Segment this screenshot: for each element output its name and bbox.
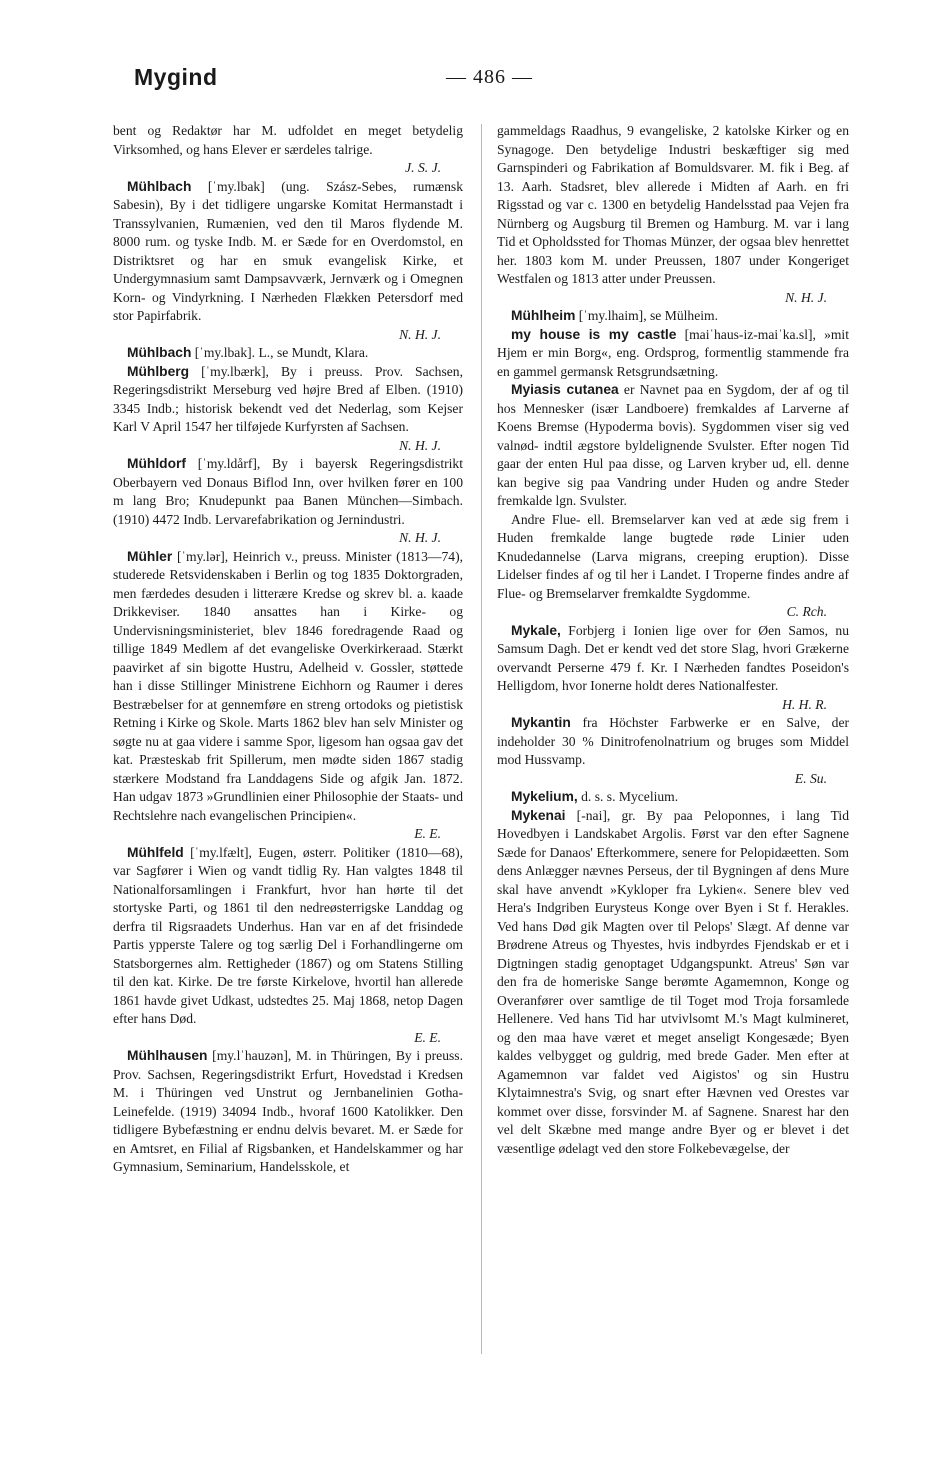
encyclopedia-entry: Mykenai [-nai], gr. By paa Peloponnes, i lang Tid Hovedbyen i Landskabet Argolis. Først var den efter Sagnene Sæde for Danaos' Efterkommere, senere for Pelopidæetten. Som dens Anlægger nævnes Perseus, der til Bygningen af dens Mure skal have anvendt »Kykloper fra Lykien«. Senere blev ved Hera's Indgriben Eurysteus Konge over Byen i St f. Herakles. Ved hans Død gik Magten over til Pelops' Slægt. Af denne var Brødrene Atreus og Thyestes, hvis indbyrdes Fjendskab er et i Digtningen stadig genoptaget Udgangspunkt. Atreus' Søn var den fra de homeriske Sange berømte Agamemnon, Konge og Overanfører over samtlige de til Toget mod Troja forsamlede Hellenere. Ved hans Tid har utvivlsomt M.'s Magt kulmineret, og den maa have været et meget anseligt Kongesæde; Byen kaldes velbygget og guldrig, med brede Gader. Men efter at Agamemnon var faldet ved Aigistos' og sin Hustru Klytaimnestra's Svig, og snart efter Hævnen ved Orestes var kommet over disse, forsvinder M. af Sagnene. Snarest har den vel delt Skæbne med mange andre Byer og er blevet i det væsentlige ødelagt ved den store Folkebevægelse, der [497, 807, 849, 1156]
encyclopedia-entry: Mykelium, d. s. s. Mycelium. [511, 789, 679, 804]
entry-headword: Mühlhausen [127, 1048, 208, 1063]
entry-headword: Mühlbach [127, 178, 192, 194]
author-signature: E. E. [414, 1029, 441, 1045]
entry-headword: my house is my castle [511, 326, 677, 342]
column-divider [481, 124, 482, 1354]
entry-headword: Mühler [127, 548, 173, 564]
entry-headword: Mühldorf [127, 456, 187, 471]
entry-headword: Mykelium, [511, 789, 578, 804]
running-headword: Mygind [134, 64, 218, 90]
left-column [113, 122, 463, 1177]
encyclopedia-entry: Myiasis cutanea er Navnet paa en Sygdom, der af og til hos Mennesker (især Landboere) fremkaldes af Larverne af Koens Bremse (Hypoderma bovis). Sygdommen viser sig ved valnød- indtil ægstore byldelignende Svulster. Efter nogen Tid gaar der enten Hul paa disse, og Larven kryber ud, ell. denne kan begive sig paa Vandring under Huden og andre Steder fremkalde lgn. Svulster. [497, 382, 849, 508]
page-number: — 486 — [446, 66, 533, 88]
encyclopedia-entry: Mühlfeld [ˈmy.lfælt], Eugen, østerr. Politiker (1810—68), var Sagfører i Wien og vandt tidlig Ry. Han valgtes 1848 til Nationalforsamlingen i Frankfurt, hvor han hørte til det stortyske Parti, og 1861 til den nedreøsterrigske Landdag og derfra til Rigsraadets Underhus. Han var en af det frisindede Partis ypperste Talere og tog særlig Del i Forhandlingerne om Statsborgernes alm. Rettigheder (1867) og om Statens Stilling til den kat. Kirke. De tre første Kirkelove, hvortil han allerede 1861 havde givet Udkast, udstedtes 25. Maj 1868, netop Dagen efter hans Død. E. E. [113, 844, 463, 1048]
entry-headword: Mühlheim [511, 308, 576, 323]
entry-headword: Mühlbach [127, 345, 192, 360]
entry-headword: Mykenai [511, 807, 566, 823]
entry-continuation: bent og Redaktør har M. udfoldet en meget betydelig Virksomhed, og hans Elever er særdeles talrige. J. S. J. [113, 122, 463, 178]
entry-headword: Mühlberg [127, 363, 190, 379]
encyclopedia-entry: Mühler [ˈmy.lər], Heinrich v., preuss. Minister (1813—74), studerede Retsvidenskaben i Berlin og tog 1835 Doktorgraden, men færdedes desuden i litterære Kredse og skrev bl. a. kaade Drikkeviser. 1840 ansattes han i Kirke- og Undervisningsministeriet, blev 1846 foredragende Raad og tillige 1849 Medlem af det evangeliske Overkirkeraad. Stærkt paavirket af sin bigotte Hustru, Adelheid v. Gossler, støttede han i disse Stillinger Ministrene Eichhorn og Raumer i deres Bestræbelser for at gennemføre en streng ortodoks og pietistisk Retning i Kirke og Skole. Marts 1862 blev han selv Minister og søgte nu at gaa videre i samme Spor, ligesom han ogsaa gav det kat. Præsteskab frit Spillerum, men mødte siden 1867 stadig stærkere Modstand fra Landdagens Side og afgik Jan. 1872. Han udgav 1873 »Grundlinien einer Philosophie der Staats- und Rechtslehre nach evangelischen Principien«. E. E. [113, 548, 463, 844]
author-signature: E. Su. [794, 770, 827, 786]
author-signature: H. H. R. [782, 696, 827, 712]
author-signature: N. H. J. [785, 289, 827, 305]
entry-headword: Mühlfeld [127, 844, 184, 860]
right-column [497, 122, 849, 1158]
encyclopedia-entry: Mühlheim [ˈmy.lhaim], se Mülheim. [511, 308, 718, 323]
encyclopedia-entry: Mühlbach [ˈmy.lbak]. L., se Mundt, Klara. [127, 345, 369, 360]
author-signature: N. H. J. [399, 530, 441, 545]
encyclopedia-entry: Mühldorf [ˈmy.ldårf], By i bayersk Regeringsdistrikt Oberbayern ved Donaus Biflod Inn, over hvilken fører en 100 m lang Bro; Knudepunkt paa Banen München—Simbach. (1910) 4472 Indb. Lervarefabrikation og Jernindustri. N. H. J. [113, 455, 463, 548]
encyclopedia-entry: Mühlhausen [my.lˈhauzən], M. in Thüringen, By i preuss. Prov. Sachsen, Regeringsdistrikt Erfurt, Hovedstad i Kredsen M. i Thüringen ved Unstrut og Jernbanelinien Gotha-Leinefelde. (1919) 34094 Indb., hvoraf 1600 Katolikker. Den tidligere Bybefæstning er endnu delvis bevaret. M. er Sæde for en Amtsret, en Filial af Rigsbanken, et Handelskammer og har Gymnasium, Seminarium, Handelsskole, et [113, 1048, 463, 1174]
encyclopedia-entry: Mühlberg [ˈmy.lbærk], By i preuss. Prov. Sachsen, Regeringsdistrikt Merseburg ved højre Bred af Elben. (1910) 3345 Indb.; historisk bekendt ved det Nederlag, som Kejser Karl V April 1547 her tilføjede Kurfyrsten af Sachsen. N. H. J. [113, 363, 463, 456]
encyclopedia-entry: Mykantin fra Höchster Farbwerke er en Salve, der indeholder 30 % Dinitrofenolnatrium og bruges som Middel mod Hussvamp. E. Su. [497, 714, 849, 788]
encyclopedia-entry: my house is my castle [maiˈhaus-iz-maiˈka.sl], »mit Hjem er min Borg«, eng. Ordsprog, formentlig stammende fra en gammel germansk Retsgrundsætning. [497, 326, 849, 379]
encyclopedia-entry: Mühlbach [ˈmy.lbak] (ung. Szász-Sebes, rumænsk Sabesin), By i det tidligere ungarske Komitat Hermanstadt i Transsylvanien, Rumænien, ved den til Maros flydende M. 8000 rum. og tyske Indb. M. er Sæde for en Overdomstol, en Distriktsret og har en smuk evangelisk Kirke, et Undergymnasium samt Dampsavværk, Jernværk og i Omegnen Korn- og Vindyrkning. I Nærheden Flækken Petersdorf med stor Papirfabrik. N. H. J. [113, 178, 463, 345]
entry-continuation: gammeldags Raadhus, 9 evangeliske, 2 katolske Kirker og en Synagoge. Den betydelige Industri beskæftiger sig med Garnspinderi og Fabrikation af Bomuldsvarer. M. fik i Beg. af 13. Aarh. Stadsret, blev allerede i Midten af Aarh. en fri Rigsstad og var c. 1300 en betydelig Handelsstad paa Vejen fra Nürnberg og Augsburg til Bremen og Hamburg. M. var i lang Tid et Opholdssted for Thomas Münzer, der ogsaa blev henrettet her. 1803 kom M. under Preussen, 1807 under Kongeriget Westfalen og 1813 atter under Preussen. N. H. J. [497, 122, 849, 307]
entry-headword: Myiasis cutanea [511, 382, 619, 397]
encyclopedia-entry: Mykale, Forbjerg i Ionien lige over for Øen Samos, nu Samsum Dagh. Det er kendt ved det store Slag, hvori Grækerne overvandt Perserne 479 f. Kr. I Nærheden fandtes Poseidon's Helligdom, hvor Ionerne holdt deres Nationalfester. H. H. R. [497, 622, 849, 715]
author-signature: J. S. J. [405, 160, 441, 175]
entry-headword: Mykale, [511, 622, 561, 638]
running-header [134, 64, 844, 100]
entry-paragraph: Andre Flue- ell. Bremselarver kan ved at æde sig frem i Huden fremkalde lange bugtede røde Linier uden Knudedannelse (Larva migrans, creeping eruption). Disse Lidelser findes af og til her i Landet. I Troperne findes andre af Flue- og Bremselarver fremkaldte Sygdomme. C. Rch. [497, 511, 849, 622]
entry-headword: Mykantin [511, 715, 571, 730]
author-signature: C. Rch. [786, 604, 827, 619]
author-signature: N. H. J. [399, 437, 441, 453]
author-signature: E. E. [414, 826, 441, 841]
author-signature: N. H. J. [399, 326, 441, 342]
